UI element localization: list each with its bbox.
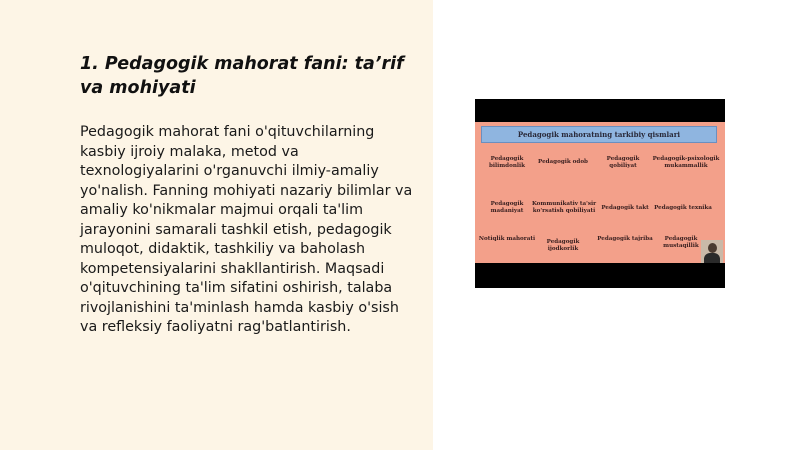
diagram-cell: Pedagogik ijodkorlik	[546, 239, 580, 252]
diagram-cell: Pedagogik texnika	[654, 205, 712, 211]
diagram-chart	[475, 122, 725, 263]
diagram-header: Pedagogik mahoratning tarkibiy qismlari	[481, 126, 717, 143]
diagram-cell: Notiqlik mahorati	[478, 236, 536, 242]
slide-title: 1. Pedagogik mahorat fani: ta’rif va mohiyati	[80, 54, 404, 98]
diagram-cell: Kommunikativ ta'sir ko'rsatish qobiliyati	[531, 201, 597, 214]
diagram-cell: Pedagogik mustaqillik	[663, 236, 699, 249]
diagram-cell: Pedagogik odob	[538, 159, 588, 165]
webcam-thumbnail	[701, 240, 723, 263]
diagram-cell: Pedagogik bilimdonlik	[488, 156, 526, 169]
diagram-cell: Pedagogik tajriba	[597, 236, 653, 242]
person-head	[708, 243, 717, 253]
slide-body-text: Pedagogik mahorat fani o'qituvchilarning kasbiy ijroiy malaka, metod va texnologiyalarini o'rganuvchi ilmiy-amaliy yo'nalish. Fanning mohiyati nazariy bilimlar va amaliy ko'nikmalar majmui orqali ta'lim jarayonini samarali tashkil etish, pedagogik muloqot, didaktik, tashkiliy va baholash kompetensiyalarini shakllantirish. Maqsadi o'qituvchining ta'lim sifatini oshirish, talaba rivojlanishini ta'minlash hamda kasbiy o'sish va refleksiy faoliyatni rag'batlantirish.	[80, 124, 413, 335]
diagram-cell: Pedagogik takt	[601, 205, 649, 211]
person-body	[704, 253, 720, 263]
diagram-cell: Pedagogik qobiliyat	[606, 156, 640, 169]
diagram-cell: Pedagogik madaniyat	[490, 201, 524, 214]
diagram-cell: Pedagogik-psixologik mukammallik	[652, 156, 720, 169]
diagram-figure	[475, 99, 725, 288]
